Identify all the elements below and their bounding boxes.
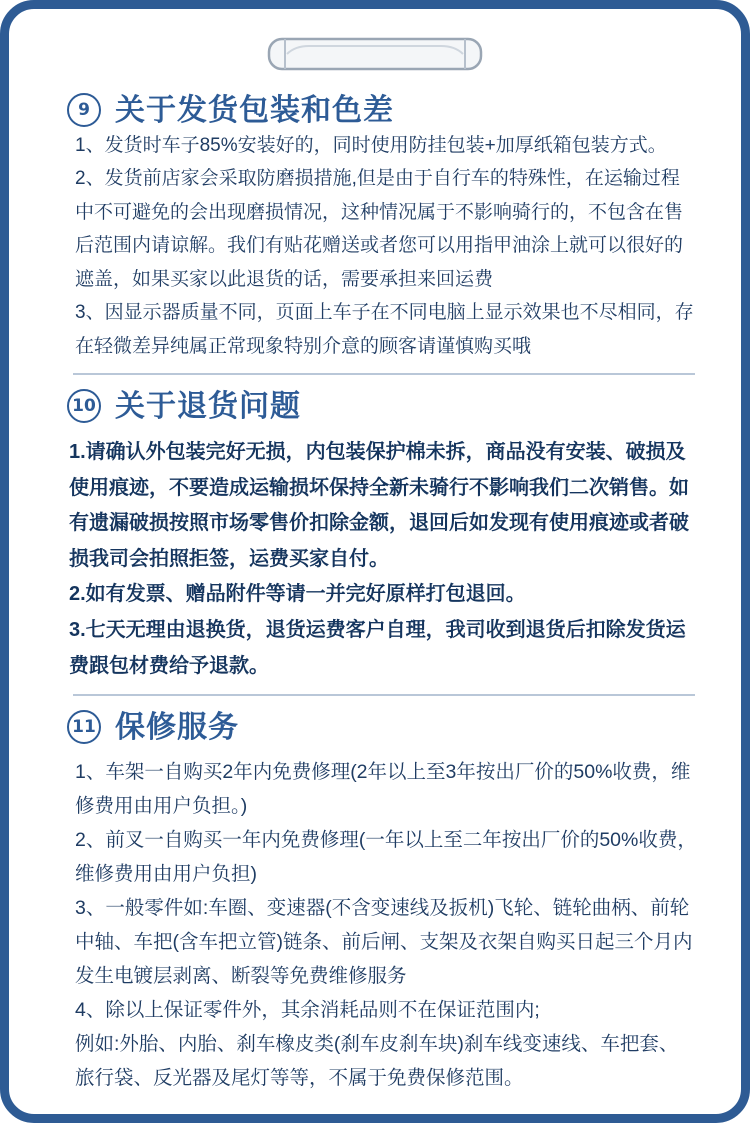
paragraph: 1、车架一自购买2年内免费修理(2年以上至3年按出厂价的50%收费，维修费用由用户负担。) xyxy=(75,761,691,818)
paragraph: 1、发货时车子85%安装好的，同时使用防挂包装+加厚纸箱包装方式。 xyxy=(75,135,667,156)
paragraph: 3、因显示器质量不同，页面上车子在不同电脑上显示效果也不尽相同，存在轻微差异纯属正常现象特别介意的顾客请谨慎购买哦 xyxy=(75,302,694,357)
paragraph: 3.七天无理由退换货，退货运费客户自理，我司收到退货后扣除发货运费跟包材费给予退款。 xyxy=(69,619,686,677)
paragraph: 2、发货前店家会采取防磨损措施,但是由于自行车的特殊性，在运输过程中不可避免的会出现磨损情况，这种情况属于不影响骑行的，不包含在售后范围内请谅解。我们有贴花赠送或者您可以用指甲油涂上就可以很好的遮盖，如果买家以此退货的话，需要承担来回运费 xyxy=(75,168,684,290)
section-10-number-badge: 10 xyxy=(67,389,101,423)
paragraph: 1.请确认外包装完好无损，内包装保护棉未拆，商品没有安装、破损及使用痕迹，不要造成运输损坏保持全新未骑行不影响我们二次销售。如有遗漏破损按照市场零售价扣除金额，退回后如发现有使用痕迹或者破损我司会拍照拒签，运费买家自付。 xyxy=(69,441,689,570)
section-11-header xyxy=(49,704,719,746)
document-content xyxy=(9,9,750,1101)
section-9-number-badge: 9 xyxy=(67,93,101,127)
section-warranty-service xyxy=(49,704,719,1095)
paragraph: 2.如有发票、赠品附件等请一并完好原样打包退回。 xyxy=(69,583,526,606)
paragraph: 2、前叉一自购买一年内免费修理(一年以上至二年按出厂价的50%收费，维修费用由用户负担) xyxy=(75,829,697,885)
paragraph: 例如:外胎、内胎、刹车橡皮类(刹车皮刹车块)刹车线变速线、车把套、旅行袋、反光器及尾灯等等，不属于免费保修范围。 xyxy=(75,1032,679,1089)
section-shipping-packaging xyxy=(49,87,719,363)
section-11-body xyxy=(49,756,719,1095)
section-divider-2 xyxy=(73,694,695,696)
paragraph: 4、除以上保证零件外，其余消耗品则不在保证范围内; xyxy=(75,998,540,1021)
section-10-body xyxy=(49,435,719,684)
section-divider-1 xyxy=(73,373,695,375)
section-9-body xyxy=(49,129,719,363)
section-11-title: 保修服务 xyxy=(115,710,239,744)
section-return-policy xyxy=(49,383,719,684)
section-10-header xyxy=(49,383,719,425)
section-9-title: 关于发货包装和色差 xyxy=(115,93,394,127)
section-10-title: 关于退货问题 xyxy=(115,389,301,423)
section-9-header xyxy=(49,87,719,129)
paragraph: 3、一般零件如:车圈、变速器(不含变速线及扳机)飞轮、链轮曲柄、前轮中轴、车把(含车把立管)链条、前后闸、支架及衣架自购买日起三个月内发生电镀层剥离、断裂等免费维修服务 xyxy=(75,896,693,987)
section-11-number-badge: 11 xyxy=(67,710,101,744)
